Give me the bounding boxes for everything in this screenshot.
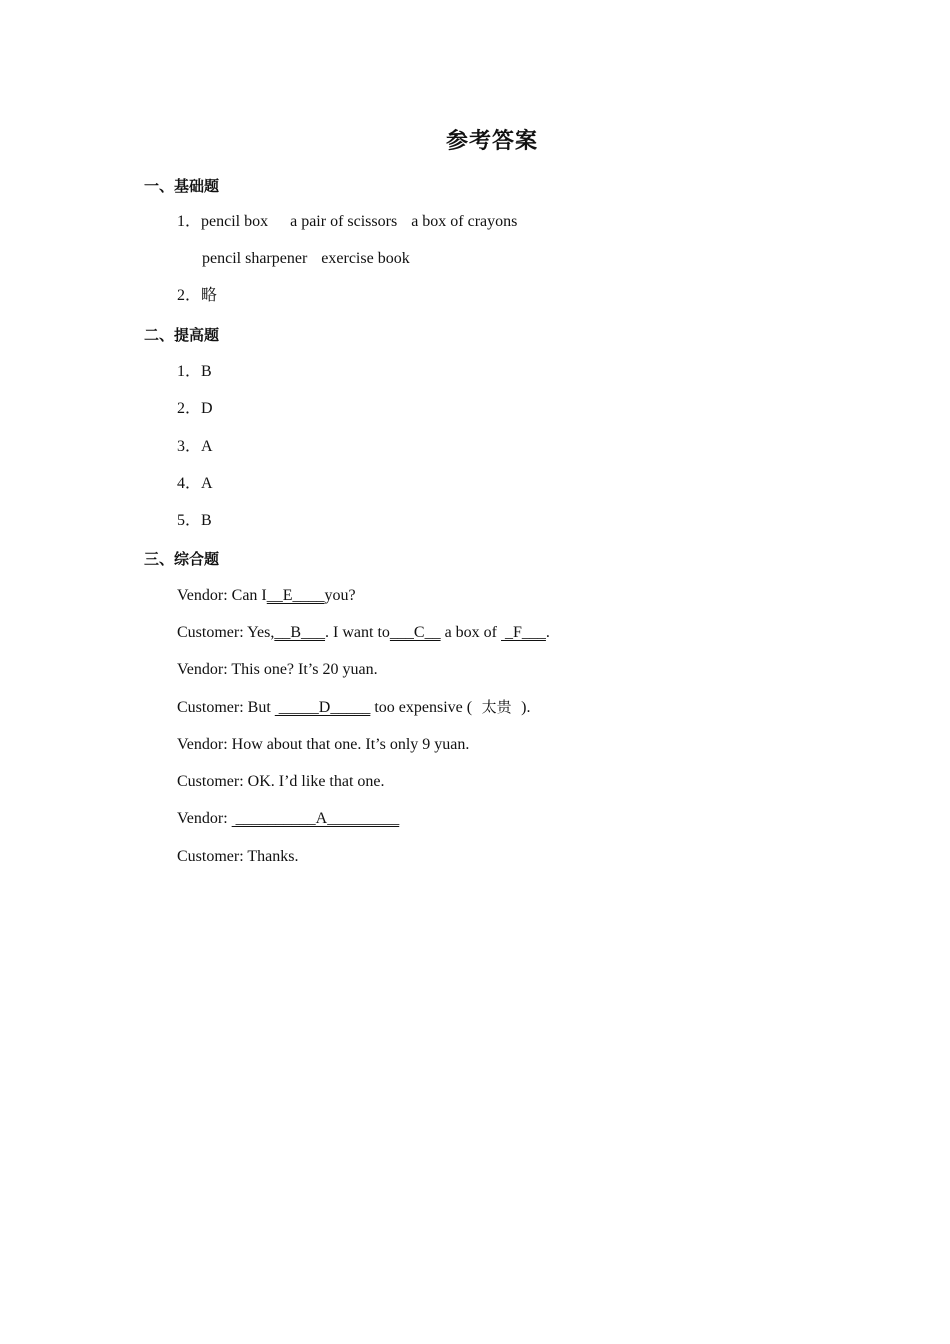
answer-blank: __E____ <box>266 587 325 604</box>
dialogue-text: Vendor: This one? It’s 20 yuan. <box>177 661 378 678</box>
answer-letter: A <box>201 438 213 455</box>
chinese-note: 太贵 <box>472 698 522 716</box>
dialogue-text: a box of <box>440 624 502 641</box>
page-title: 参考答案 <box>445 129 538 154</box>
dialogue-line-3 <box>177 660 378 680</box>
dialogue-text: you? <box>324 587 356 604</box>
answer-blank: _____D_____ <box>274 699 371 716</box>
dialogue-line-5 <box>177 735 469 755</box>
dialogue-line-6 <box>177 772 385 792</box>
answer-text: 略 <box>201 287 218 304</box>
dialogue-line-1 <box>177 586 356 606</box>
dialogue-text: Customer: Thanks. <box>177 848 299 865</box>
answer-blank: _F___ <box>501 624 546 641</box>
dialogue-text: too expensive ( <box>370 699 473 716</box>
question-number: 3． <box>177 438 202 455</box>
dialogue-text: Customer: But <box>177 699 275 716</box>
dialogue-text: Customer: OK. I’d like that one. <box>177 773 385 790</box>
dialogue-text: . <box>545 624 550 641</box>
answer-item: exercise book <box>321 250 410 267</box>
section-heading-basic: 一、基础题 <box>144 177 220 195</box>
basic-q1-line2 <box>202 249 410 269</box>
dialogue-text: ). <box>521 699 531 716</box>
section-heading-advanced: 二、提高题 <box>144 326 220 344</box>
answer-item: a box of crayons <box>411 213 518 230</box>
answer-blank: __________A_________ <box>231 810 400 827</box>
question-number: 1． <box>177 363 202 380</box>
basic-q2 <box>177 286 217 306</box>
answer-blank: __B___ <box>274 624 326 641</box>
dialogue-text: Customer: Yes, <box>177 624 275 641</box>
dialogue-text: Vendor: How about that one. It’s only 9 yuan. <box>177 736 470 753</box>
question-number: 4． <box>177 475 202 492</box>
answer-letter: D <box>201 400 213 417</box>
question-number: 1． <box>177 213 202 230</box>
dialogue-text: Vendor: Can I <box>177 587 267 604</box>
dialogue-text: Vendor: <box>177 810 232 827</box>
question-number: 2． <box>177 400 202 417</box>
answer-blank: ___C__ <box>389 624 441 641</box>
basic-q1-line1 <box>177 212 517 232</box>
answer-item: pencil sharpener <box>202 250 308 267</box>
question-number: 2． <box>177 287 202 304</box>
section-heading-comprehensive: 三、综合题 <box>144 550 220 568</box>
advanced-answer-4 <box>177 474 213 494</box>
answer-letter: B <box>201 512 212 529</box>
advanced-answer-2 <box>177 399 213 419</box>
dialogue-line-2 <box>177 623 550 643</box>
answer-item: pencil box <box>201 213 269 230</box>
question-number: 5． <box>177 512 202 529</box>
answer-item: a pair of scissors <box>290 213 398 230</box>
answer-letter: A <box>201 475 213 492</box>
answer-letter: B <box>201 363 212 380</box>
dialogue-line-7 <box>177 809 399 829</box>
dialogue-text: . I want to <box>325 624 390 641</box>
advanced-answer-5 <box>177 511 212 531</box>
dialogue-line-4 <box>177 697 531 718</box>
advanced-answer-1 <box>177 362 212 382</box>
advanced-answer-3 <box>177 437 213 457</box>
dialogue-line-8 <box>177 847 298 867</box>
